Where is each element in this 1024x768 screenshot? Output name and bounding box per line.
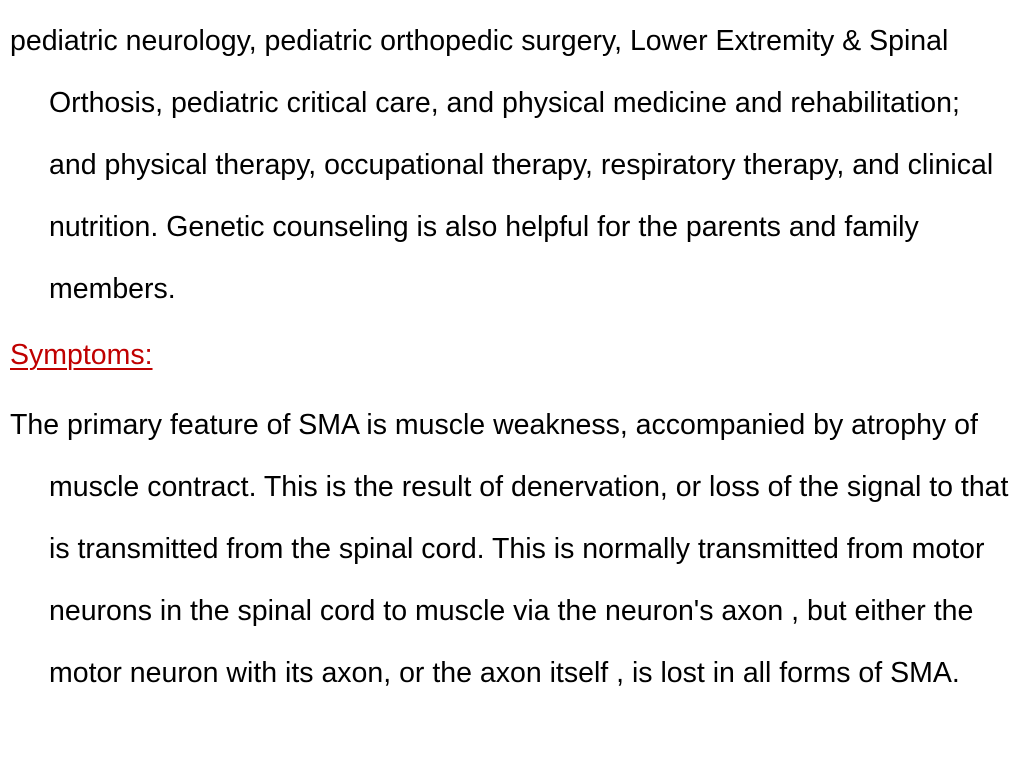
paragraph-care-team: pediatric neurology, pediatric orthopedic surgery, Lower Extremity & Spinal Orthosis, pediatric critical care, and physical medicine and rehabilitation; and physical therapy, occupational therapy, respiratory therapy, and clinical nutrition. Genetic counseling is also helpful for the parents and family members. (10, 25, 994, 305)
section-heading-symptoms: Symptoms: (10, 339, 153, 371)
paragraph-symptoms: The primary feature of SMA is muscle weakness, accompanied by atrophy of muscle contract. This is the result of denervation, or loss of the signal to that is transmitted from the spinal cord. This is normally transmitted from motor neurons in the spinal cord to muscle via the neuron's axon , but either the motor neuron with its axon, or the axon itself , is lost in all forms of SMA. (10, 409, 1009, 689)
